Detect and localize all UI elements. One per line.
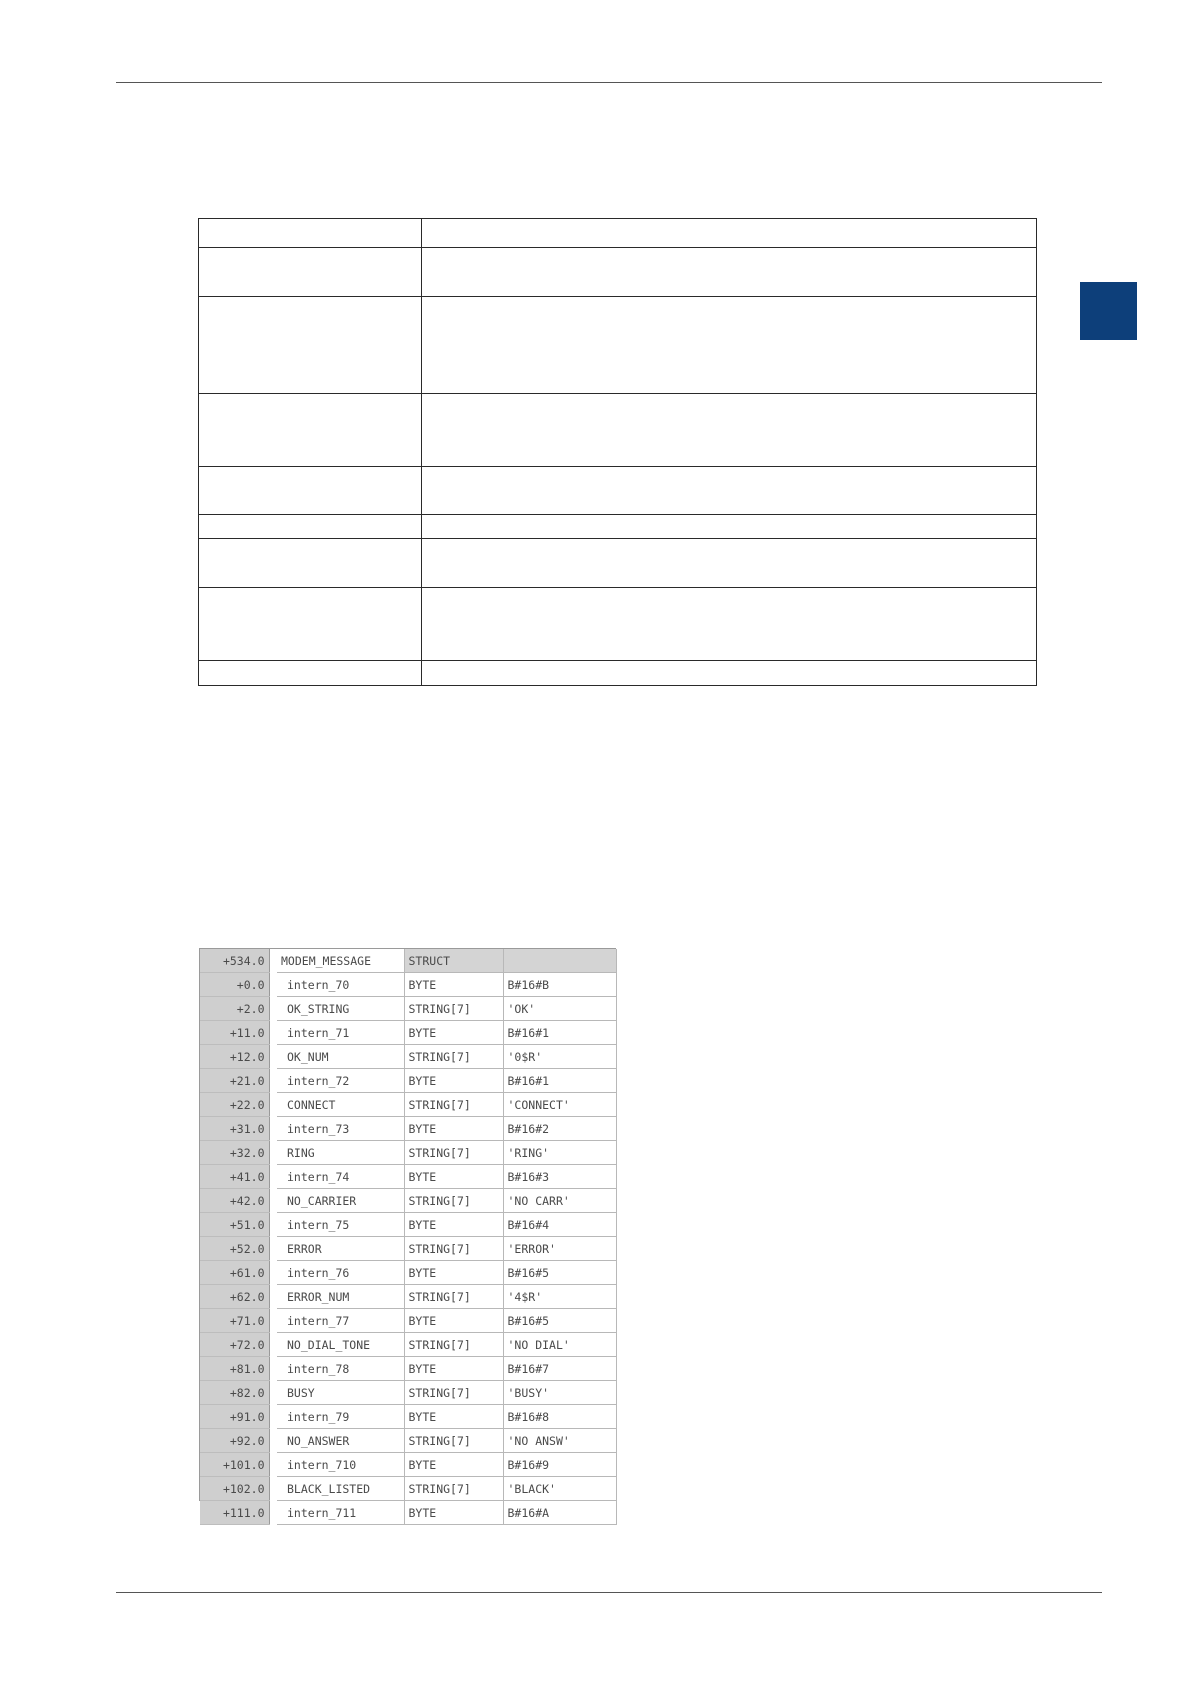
- table-row: [199, 219, 1037, 248]
- type-cell[interactable]: STRUCT: [404, 949, 503, 973]
- value-cell[interactable]: B#16#3: [503, 1165, 616, 1189]
- address-cell: +51.0: [200, 1213, 269, 1237]
- type-cell[interactable]: STRING[7]: [404, 1381, 503, 1405]
- name-cell[interactable]: intern_711: [277, 1501, 404, 1525]
- table-row: [199, 467, 1037, 515]
- table-row: [200, 1477, 616, 1501]
- type-cell[interactable]: STRING[7]: [404, 1333, 503, 1357]
- name-cell[interactable]: OK_STRING: [277, 997, 404, 1021]
- name-cell[interactable]: intern_77: [277, 1309, 404, 1333]
- address-cell: +31.0: [200, 1117, 269, 1141]
- address-cell: +41.0: [200, 1165, 269, 1189]
- table-row: [200, 1453, 616, 1477]
- value-cell[interactable]: 'NO DIAL': [503, 1333, 616, 1357]
- address-cell: +32.0: [200, 1141, 269, 1165]
- address-cell: +2.0: [200, 997, 269, 1021]
- data-block-header-row: [200, 949, 616, 973]
- value-cell[interactable]: B#16#8: [503, 1405, 616, 1429]
- parameter-table: [198, 218, 1037, 686]
- value-cell[interactable]: 'CONNECT': [503, 1093, 616, 1117]
- value-cell[interactable]: 'OK': [503, 997, 616, 1021]
- name-cell[interactable]: OK_NUM: [277, 1045, 404, 1069]
- address-cell: +101.0: [200, 1453, 269, 1477]
- type-cell[interactable]: BYTE: [404, 1021, 503, 1045]
- name-cell[interactable]: intern_72: [277, 1069, 404, 1093]
- table-row: [200, 1021, 616, 1045]
- address-cell: +11.0: [200, 1021, 269, 1045]
- table-row: [200, 1381, 616, 1405]
- value-cell[interactable]: 'RING': [503, 1141, 616, 1165]
- type-cell[interactable]: BYTE: [404, 1405, 503, 1429]
- name-cell[interactable]: intern_78: [277, 1357, 404, 1381]
- type-cell[interactable]: STRING[7]: [404, 1477, 503, 1501]
- table-row: [200, 973, 616, 997]
- type-cell[interactable]: STRING[7]: [404, 1429, 503, 1453]
- address-cell: +81.0: [200, 1357, 269, 1381]
- name-cell[interactable]: intern_75: [277, 1213, 404, 1237]
- name-cell[interactable]: intern_710: [277, 1453, 404, 1477]
- name-cell[interactable]: intern_76: [277, 1261, 404, 1285]
- address-cell: +72.0: [200, 1333, 269, 1357]
- address-cell: +21.0: [200, 1069, 269, 1093]
- address-cell: +62.0: [200, 1285, 269, 1309]
- table-row: [199, 515, 1037, 539]
- type-cell[interactable]: BYTE: [404, 973, 503, 997]
- table-row: [199, 394, 1037, 467]
- type-cell[interactable]: BYTE: [404, 1117, 503, 1141]
- type-cell[interactable]: STRING[7]: [404, 1045, 503, 1069]
- type-cell[interactable]: STRING[7]: [404, 997, 503, 1021]
- name-cell[interactable]: ERROR: [277, 1237, 404, 1261]
- name-cell[interactable]: CONNECT: [277, 1093, 404, 1117]
- table-row: [200, 1141, 616, 1165]
- name-cell[interactable]: MODEM_MESSAGE: [277, 949, 404, 973]
- type-cell[interactable]: STRING[7]: [404, 1141, 503, 1165]
- name-cell[interactable]: NO_ANSWER: [277, 1429, 404, 1453]
- footer-rule: [116, 1592, 1102, 1593]
- name-cell[interactable]: intern_74: [277, 1165, 404, 1189]
- table-row: [200, 1261, 616, 1285]
- name-cell[interactable]: ERROR_NUM: [277, 1285, 404, 1309]
- type-cell[interactable]: BYTE: [404, 1501, 503, 1525]
- name-cell[interactable]: intern_71: [277, 1021, 404, 1045]
- type-cell[interactable]: BYTE: [404, 1069, 503, 1093]
- value-cell[interactable]: 'NO ANSW': [503, 1429, 616, 1453]
- table-row: [199, 588, 1037, 661]
- table-row: [200, 1117, 616, 1141]
- address-cell: +61.0: [200, 1261, 269, 1285]
- name-cell[interactable]: NO_CARRIER: [277, 1189, 404, 1213]
- value-cell[interactable]: B#16#2: [503, 1117, 616, 1141]
- value-cell[interactable]: [503, 949, 616, 973]
- table-row: [199, 661, 1037, 686]
- chapter-side-tab: [1080, 282, 1137, 340]
- value-cell[interactable]: 'BUSY': [503, 1381, 616, 1405]
- type-cell[interactable]: STRING[7]: [404, 1237, 503, 1261]
- table-row: [200, 1189, 616, 1213]
- value-cell[interactable]: B#16#1: [503, 1021, 616, 1045]
- value-cell[interactable]: B#16#5: [503, 1261, 616, 1285]
- name-cell[interactable]: intern_79: [277, 1405, 404, 1429]
- type-cell[interactable]: STRING[7]: [404, 1285, 503, 1309]
- address-cell: +91.0: [200, 1405, 269, 1429]
- type-cell[interactable]: BYTE: [404, 1213, 503, 1237]
- table-row: [200, 1357, 616, 1381]
- address-cell: +71.0: [200, 1309, 269, 1333]
- value-cell[interactable]: B#16#5: [503, 1309, 616, 1333]
- value-cell[interactable]: B#16#7: [503, 1357, 616, 1381]
- data-block-table: [200, 949, 617, 1525]
- value-cell[interactable]: B#16#4: [503, 1213, 616, 1237]
- name-cell[interactable]: intern_73: [277, 1117, 404, 1141]
- type-cell[interactable]: STRING[7]: [404, 1189, 503, 1213]
- table-row: [200, 1405, 616, 1429]
- address-cell: +82.0: [200, 1381, 269, 1405]
- table-row: [200, 1285, 616, 1309]
- value-cell[interactable]: '0$R': [503, 1045, 616, 1069]
- table-row: [200, 1213, 616, 1237]
- name-cell[interactable]: intern_70: [277, 973, 404, 997]
- type-cell[interactable]: BYTE: [404, 1261, 503, 1285]
- name-cell[interactable]: NO_DIAL_TONE: [277, 1333, 404, 1357]
- address-cell: +534.0: [200, 949, 269, 973]
- address-cell: +92.0: [200, 1429, 269, 1453]
- table-row: [200, 1093, 616, 1117]
- type-cell[interactable]: STRING[7]: [404, 1093, 503, 1117]
- type-cell[interactable]: BYTE: [404, 1309, 503, 1333]
- value-cell[interactable]: 'ERROR': [503, 1237, 616, 1261]
- name-cell[interactable]: BLACK_LISTED: [277, 1477, 404, 1501]
- table-row: [199, 248, 1037, 297]
- value-cell[interactable]: B#16#B: [503, 973, 616, 997]
- address-cell: +12.0: [200, 1045, 269, 1069]
- table-row: [200, 1501, 616, 1525]
- address-cell: +0.0: [200, 973, 269, 997]
- type-cell[interactable]: BYTE: [404, 1357, 503, 1381]
- value-cell[interactable]: B#16#9: [503, 1453, 616, 1477]
- modem-message-data-block: [199, 948, 616, 1520]
- name-cell[interactable]: BUSY: [277, 1381, 404, 1405]
- table-row: [200, 1069, 616, 1093]
- table-row: [200, 1309, 616, 1333]
- address-cell: +52.0: [200, 1237, 269, 1261]
- address-cell: +111.0: [200, 1501, 269, 1525]
- value-cell[interactable]: B#16#1: [503, 1069, 616, 1093]
- type-cell[interactable]: BYTE: [404, 1453, 503, 1477]
- value-cell[interactable]: 'NO CARR': [503, 1189, 616, 1213]
- name-cell[interactable]: RING: [277, 1141, 404, 1165]
- table-row: [200, 1429, 616, 1453]
- header-rule: [116, 82, 1102, 83]
- table-row: [200, 1237, 616, 1261]
- table-row: [200, 1333, 616, 1357]
- address-cell: +102.0: [200, 1477, 269, 1501]
- value-cell[interactable]: 'BLACK': [503, 1477, 616, 1501]
- type-cell[interactable]: BYTE: [404, 1165, 503, 1189]
- value-cell[interactable]: B#16#A: [503, 1501, 616, 1525]
- address-cell: +22.0: [200, 1093, 269, 1117]
- table-row: [199, 297, 1037, 394]
- table-row: [199, 539, 1037, 588]
- table-row: [200, 1045, 616, 1069]
- table-row: [200, 997, 616, 1021]
- table-row: [200, 1165, 616, 1189]
- address-cell: +42.0: [200, 1189, 269, 1213]
- value-cell[interactable]: '4$R': [503, 1285, 616, 1309]
